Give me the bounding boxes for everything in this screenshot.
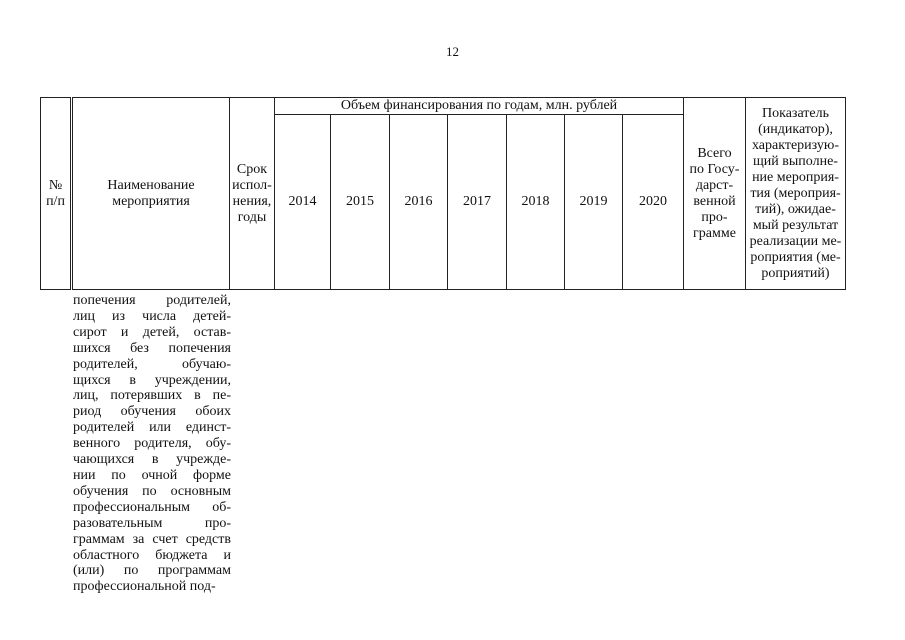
text-line: шихся без попечения xyxy=(73,340,231,356)
text-line: лиц, потерявших в пе- xyxy=(73,388,231,404)
header-year-2019: 2019 xyxy=(565,115,623,290)
table-header xyxy=(40,97,846,290)
header-indicator xyxy=(746,98,846,290)
header-name-text: Наименование мероприятия xyxy=(107,177,195,209)
text-line: чающихся в учрежде- xyxy=(73,452,231,468)
header-term-text: Срок испол- нения, годы xyxy=(232,161,272,225)
text-line: родителей или единст- xyxy=(73,420,231,436)
header-indicator-text: Показатель (индикатор), характеризую- щий выполне- ние мероприя- тия (мероприя- тий), ожидае- мый результат реализации ме- роприятия (ме- роприятий) xyxy=(749,105,842,281)
text-line: риод обучения обоих xyxy=(73,404,231,420)
text-line: попечения родителей, xyxy=(73,293,231,308)
header-year-2018: 2018 xyxy=(507,115,565,290)
text-line: щихся в учреждении, xyxy=(73,372,231,388)
header-name xyxy=(72,98,230,290)
text-line: (или) по программам xyxy=(73,563,231,579)
text-line: родителей, обучаю- xyxy=(73,356,231,372)
header-num xyxy=(41,98,72,290)
text-line: венного родителя, обу- xyxy=(73,436,231,452)
text-line: обучения по основным xyxy=(73,483,231,499)
header-total xyxy=(684,98,746,290)
header-year-2015: 2015 xyxy=(331,115,390,290)
text-line: лиц из числа детей- xyxy=(73,308,231,324)
text-line: профессиональным об- xyxy=(73,499,231,515)
continuation-text xyxy=(73,293,231,595)
header-total-text: Всего по Госу- дарст- венной про- грамме xyxy=(689,145,740,241)
header-year-2020: 2020 xyxy=(623,115,684,290)
header-funding: Объем финансирования по годам, млн. рублей xyxy=(275,98,684,115)
text-line: сирот и детей, остав- xyxy=(73,324,231,340)
header-num-text: № п/п xyxy=(46,177,65,209)
header-year-2017: 2017 xyxy=(448,115,507,290)
text-line: граммам за счет средств xyxy=(73,531,231,547)
text-line: разовательным про- xyxy=(73,515,231,531)
header-term xyxy=(230,98,275,290)
header-year-2014: 2014 xyxy=(275,115,331,290)
text-line: профессиональной под- xyxy=(73,579,216,595)
page-number: 12 xyxy=(446,44,459,59)
text-line: областного бюджета и xyxy=(73,547,231,563)
header-year-2016: 2016 xyxy=(390,115,448,290)
text-line: нии по очной форме xyxy=(73,467,231,483)
